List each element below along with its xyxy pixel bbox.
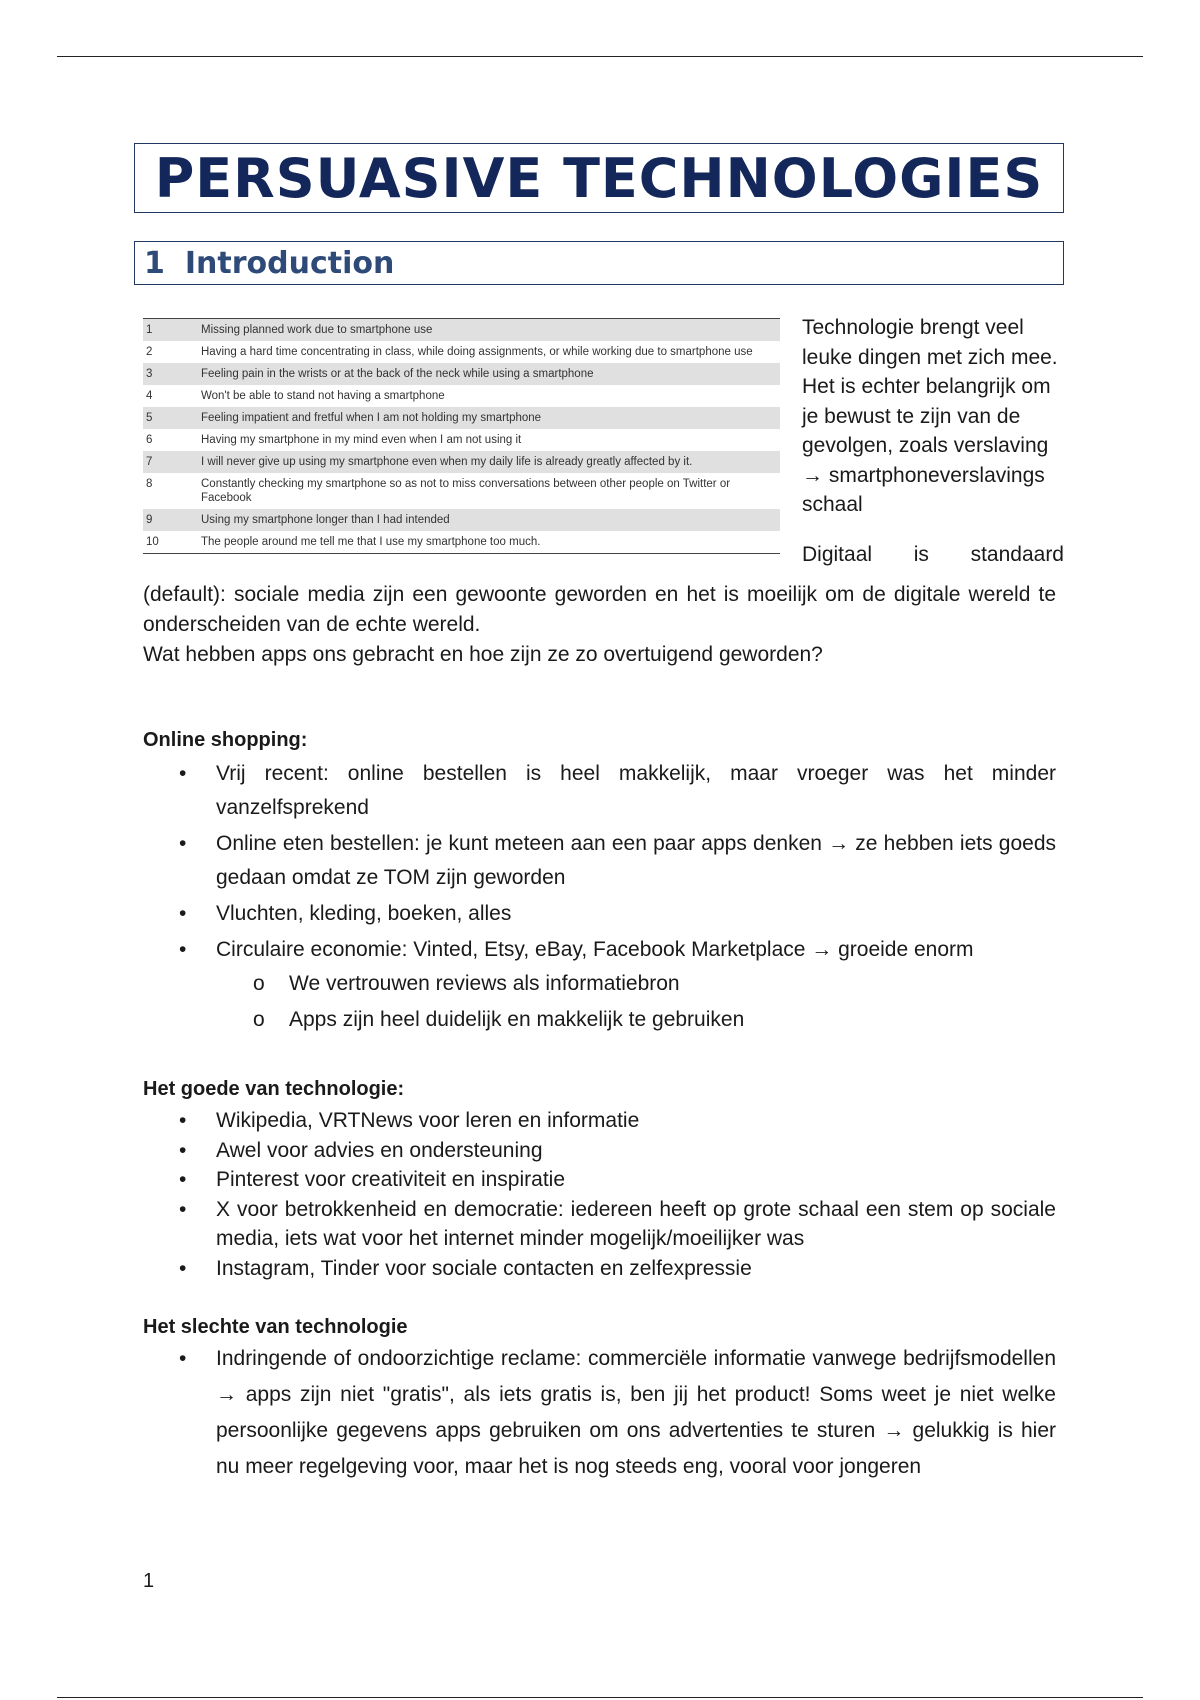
table-row <box>143 385 780 407</box>
list-item: • X voor betrokkenheid en democratie: iedereen heeft op grote schaal een stem op sociale media, iets wat voor het internet minder mogelijk/moeilijker was <box>143 1195 1056 1254</box>
bullet: • <box>179 1138 187 1162</box>
bullet: • <box>179 1197 187 1221</box>
bullet: • <box>179 1256 187 1280</box>
table-row <box>143 509 780 531</box>
list-item: o We vertrouwen reviews als informatiebron <box>143 966 1056 1002</box>
list-item: o Apps zijn heel duidelijk en makkelijk te gebruiken <box>143 1002 1056 1038</box>
intro-side-text <box>802 313 1064 569</box>
row-text: Having a hard time concentrating in class, while doing assignments, or while working due to smartphone use <box>201 346 753 358</box>
document-title: PERSUASIVE TECHNOLOGIES <box>154 146 1044 210</box>
online-shopping-sublist <box>143 966 1056 1038</box>
sub-bullet: o <box>253 972 265 995</box>
row-number: 8 <box>146 478 153 490</box>
list-item: • Online eten bestellen: je kunt meteen aan een paar apps denken → ze hebben iets goeds gedaan omdat ze TOM zijn geworden <box>143 827 1056 895</box>
bullet: • <box>179 762 187 785</box>
intro-digitaal-continued: (default): sociale media zijn een gewoonte geworden en het is moeilijk om de digitale wereld te onderscheiden van de echte wereld. <box>143 583 1056 636</box>
row-number: 6 <box>146 434 153 446</box>
row-text: Feeling impatient and fretful when I am not holding my smartphone <box>201 412 542 424</box>
smartphone-addiction-scale-table <box>143 318 780 554</box>
row-text: Missing planned work due to smartphone use <box>201 324 433 336</box>
list-item: • Wikipedia, VRTNews voor leren en informatie <box>143 1106 1056 1136</box>
row-number: 10 <box>146 536 159 548</box>
list-item: • Pinterest voor creativiteit en inspiratie <box>143 1165 1056 1195</box>
online-shopping-heading: Online shopping: <box>143 729 308 751</box>
intro-continuation <box>143 580 1056 670</box>
bullet: • <box>179 938 187 961</box>
slechte-list <box>143 1341 1056 1485</box>
footer-rule <box>57 1697 1143 1698</box>
row-number: 4 <box>146 390 153 402</box>
row-text: The people around me tell me that I use my smartphone too much. <box>201 536 541 548</box>
slechte-heading: Het slechte van technologie <box>143 1316 408 1338</box>
list-item: • Instagram, Tinder voor sociale contacten en zelfexpressie <box>143 1254 1056 1284</box>
row-number: 2 <box>146 346 153 358</box>
row-number: 1 <box>146 324 153 336</box>
row-text: Won't be able to stand not having a smartphone <box>201 390 445 402</box>
intro-question: Wat hebben apps ons gebracht en hoe zijn ze zo overtuigend geworden? <box>143 643 823 666</box>
section-label: Introduction <box>184 245 395 281</box>
intro-digitaal-start: Digitaal is standaard <box>802 542 1064 566</box>
list-item: • Indringende of ondoorzichtige reclame: commerciële informatie vanwege bedrijfsmodellen → apps zijn niet "gratis", als iets gratis is, ben jij het product! Soms weet je niet welke persoonlijke gegevens apps gebruiken om ons advertenties te sturen → gelukkig is hier nu meer regelgeving voor, maar het is nog steeds eng, vooral voor jongeren <box>143 1341 1056 1485</box>
row-number: 3 <box>146 368 153 380</box>
table-row <box>143 429 780 451</box>
row-number: 5 <box>146 412 153 424</box>
table-row <box>143 363 780 385</box>
row-text: Feeling pain in the wrists or at the back of the neck while using a smartphone <box>201 368 594 380</box>
title-box <box>134 143 1064 213</box>
list-item: • Vrij recent: online bestellen is heel makkelijk, maar vroeger was het minder vanzelfsprekend <box>143 757 1056 825</box>
page-number: 1 <box>143 1570 155 1592</box>
row-number: 9 <box>146 514 153 526</box>
sub-bullet: o <box>253 1008 265 1031</box>
table-row <box>143 451 780 473</box>
bullet: • <box>179 832 187 855</box>
bullet: • <box>179 902 187 925</box>
row-text: Using my smartphone longer than I had intended <box>201 514 450 526</box>
table-row <box>143 341 780 363</box>
bullet: • <box>179 1109 187 1132</box>
table-row <box>143 407 780 429</box>
bullet: • <box>179 1168 187 1191</box>
list-item: • Vluchten, kleding, boeken, alles <box>143 897 1056 931</box>
online-shopping-list <box>143 757 1056 969</box>
table-row <box>143 319 780 341</box>
section-number: 1 <box>144 245 165 281</box>
header-rule <box>57 56 1143 57</box>
table-row <box>143 531 780 553</box>
table-row <box>143 473 780 509</box>
row-text: Constantly checking my smartphone so as not to miss conversations between other people on Twitter or Facebook <box>201 478 731 504</box>
list-item: • Awel voor advies en ondersteuning <box>143 1136 1056 1166</box>
goede-heading: Het goede van technologie: <box>143 1078 405 1100</box>
section-heading <box>144 246 394 281</box>
row-text: Having my smartphone in my mind even when I am not using it <box>201 434 522 446</box>
bullet: • <box>179 1347 187 1370</box>
section-heading-box <box>134 241 1064 285</box>
intro-side-paragraph: Technologie brengt veel leuke dingen met zich mee. Het is echter belangrijk om je bewust te zijn van de gevolgen, zoals verslaving → smartphoneverslavings schaal <box>802 316 1058 516</box>
goede-list <box>143 1106 1056 1283</box>
list-item: • Circulaire economie: Vinted, Etsy, eBay, Facebook Marketplace → groeide enorm <box>143 933 1056 967</box>
row-number: 7 <box>146 456 153 468</box>
row-text: I will never give up using my smartphone even when my daily life is already greatly affected by it. <box>201 456 693 468</box>
